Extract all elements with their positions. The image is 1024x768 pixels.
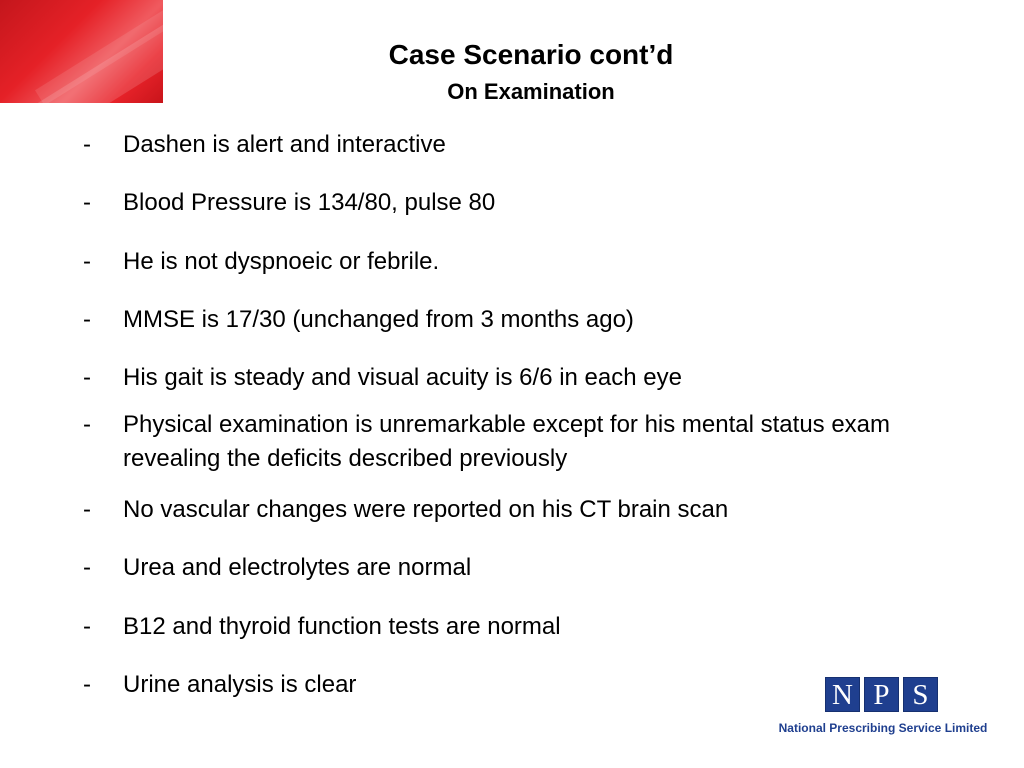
bullet-dash: - [83,671,91,698]
logo-letter-s: S [903,677,938,712]
bullet-dash: - [83,248,91,275]
slide-subtitle: On Examination [447,79,615,104]
logo-caption: National Prescribing Service Limited [778,721,988,735]
bullet-text: His gait is steady and visual acuity is 6/6 in each eye [123,364,682,391]
logo-letter-n: N [825,677,860,712]
bullet-item [83,303,983,337]
bullet-dash: - [83,613,91,640]
bullet-text: Urea and electrolytes are normal [123,554,472,581]
bullet-text: Blood Pressure is 134/80, pulse 80 [123,189,496,216]
bullet-dash: - [83,189,91,216]
bullet-text: MMSE is 17/30 (unchanged from 3 months ago) [123,306,634,333]
bullet-item [83,128,983,162]
bullet-text: Urine analysis is clear [123,671,357,698]
bullet-text: No vascular changes were reported on his CT brain scan [123,496,729,523]
nps-logo [776,677,990,739]
bullet-item [83,551,983,585]
bullet-item [83,186,983,220]
bullet-dash: - [83,554,91,581]
bullet-dash: - [83,364,91,391]
nps-logo-letters [825,677,938,712]
bullet-text: Physical examination is unremarkable except for his mental status exam revealing the deficits described previously [123,411,891,472]
bullet-text: Dashen is alert and interactive [123,131,446,158]
logo-letter-p: P [864,677,899,712]
bullet-dash: - [83,496,91,523]
slide-title: Case Scenario cont’d [388,39,674,70]
bullet-dash: - [83,306,91,333]
bullet-dash: - [83,131,91,158]
red-corner-decoration [0,0,163,103]
bullet-item [83,361,983,395]
bullet-item [83,245,983,279]
bullet-item [83,610,983,644]
bullet-dash: - [83,411,91,438]
bullet-text: He is not dyspnoeic or febrile. [123,248,440,275]
bullet-item [83,493,983,527]
bullet-text: B12 and thyroid function tests are normal [123,613,561,640]
bullet-item [83,408,983,476]
